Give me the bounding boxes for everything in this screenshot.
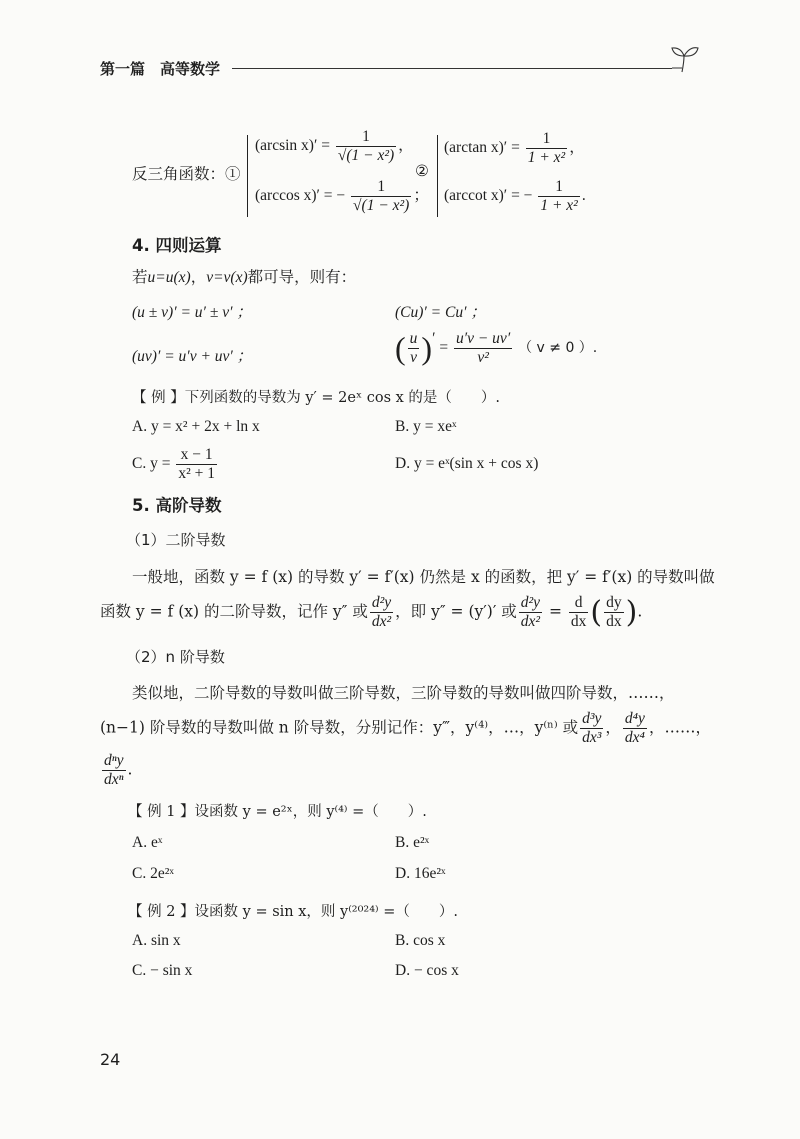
arctan-formula: (arctan x)′ = $\frac{1}{\text{1 + x²}}$ ， — [444, 130, 585, 166]
header-rule — [232, 68, 672, 69]
brace-left-2 — [437, 135, 438, 217]
option-d: D. y = eˣ(sin x + cos x) — [395, 455, 539, 472]
section-4-intro: 若u=u(x)，v=v(x)都可导，则有： — [132, 268, 357, 286]
para-second-derivative-line2: 函数 y = f (x) 的二阶导数，记作 y″ 或 $\frac{\text{d²y}}{\text{dx²}}$ ，即 y″ = (y′)′ 或 $\frac{\text{d²y}}{\text{dx²}}$ = $\frac{d}{dx}$ ( $\frac{dy}{dx}$ ). — [100, 594, 643, 630]
example-2-option-b: B. cos x — [395, 932, 446, 949]
para-nth-derivative-line1: 类似地，二阶导数的导数叫做三阶导数，三阶导数的导数叫做四阶导数，……， — [132, 684, 675, 702]
arccos-formula: (arccos x)′ = − $\frac{1}{\text{√(1 − x²)}}$ ； — [255, 178, 429, 214]
arcsin-formula: (arcsin x)′ = $\frac{1}{\text{√(1 − x²)}}$ ， — [255, 128, 414, 164]
option-b: B. y = xeˣ — [395, 418, 457, 435]
product-rule: (uv)′ = u′v + uv′ ； — [132, 348, 253, 365]
sprout-icon — [668, 42, 704, 74]
running-header-title: 第一篇 高等数学 — [100, 60, 221, 78]
option-c: C. y = $\frac{x - 1}{\text{x² + 1}}$ — [132, 446, 215, 482]
option-a: A. y = x² + 2x + ln x — [132, 418, 260, 435]
example-1-option-b: B. e²ˣ — [395, 834, 430, 851]
section-5-heading: 5. 高阶导数 — [132, 496, 222, 515]
example-1-option-d: D. 16e²ˣ — [395, 865, 446, 882]
inverse-trig-label: 反三角函数：① — [132, 165, 241, 183]
arccot-formula: (arccot x)′ = − $\frac{1}{\text{1 + x²}}$ . — [444, 178, 586, 214]
example-2-stem: 【 例 2 】设函数 y = sin x，则 y⁽²⁰²⁴⁾ =（ ）. — [128, 904, 458, 920]
para-second-derivative-line1: 一般地，函数 y = f (x) 的导数 y′ = f′(x) 仍然是 x 的函数，把 y′ = f′(x) 的导数叫做 — [132, 568, 715, 586]
para-nth-derivative-line2: (n−1) 阶导数的导数叫做 n 阶导数，分别记作：y‴，y⁽⁴⁾，…，y⁽ⁿ⁾ 或 $\frac{\text{d³y}}{\text{dx³}}$ ， $\frac{\text{d⁴y}}{\text{dx⁴}}$ ，……， — [100, 710, 711, 746]
example-1-option-a: A. eˣ — [132, 834, 163, 851]
example-2-option-a: A. sin x — [132, 932, 181, 949]
example-2-option-c: C. − sin x — [132, 962, 193, 979]
circled-two: ② — [415, 162, 429, 180]
subsection-second-derivative: （1）二阶导数 — [126, 531, 226, 549]
example-stem: 【 例 】下列函数的导数为 y′ = 2eˣ cos x 的是（ ）. — [132, 390, 501, 406]
sum-rule: (u ± v)′ = u′ ± v′ ； — [132, 304, 252, 321]
para-nth-derivative-line3: $\frac{\text{dⁿy}}{\text{dxⁿ}}$ . — [104, 752, 133, 788]
subsection-nth-derivative: （2）n 阶导数 — [126, 648, 225, 666]
example-1-option-c: C. 2e²ˣ — [132, 865, 174, 882]
example-1-stem: 【 例 1 】设函数 y = e²ˣ，则 y⁽⁴⁾ =（ ）. — [128, 804, 427, 820]
example-2-option-d: D. − cos x — [395, 962, 459, 979]
section-4-heading: 4. 四则运算 — [132, 236, 222, 255]
page-number: 24 — [100, 1050, 121, 1069]
brace-left-1 — [247, 135, 248, 217]
constant-rule: (Cu)′ = Cu′ ； — [395, 304, 486, 321]
quotient-rule: ( $\frac{u}{v}$ )′ = $\frac{u'v - uv'}{\text{v²}}$ （ v ≠ 0 ）. — [395, 330, 598, 366]
